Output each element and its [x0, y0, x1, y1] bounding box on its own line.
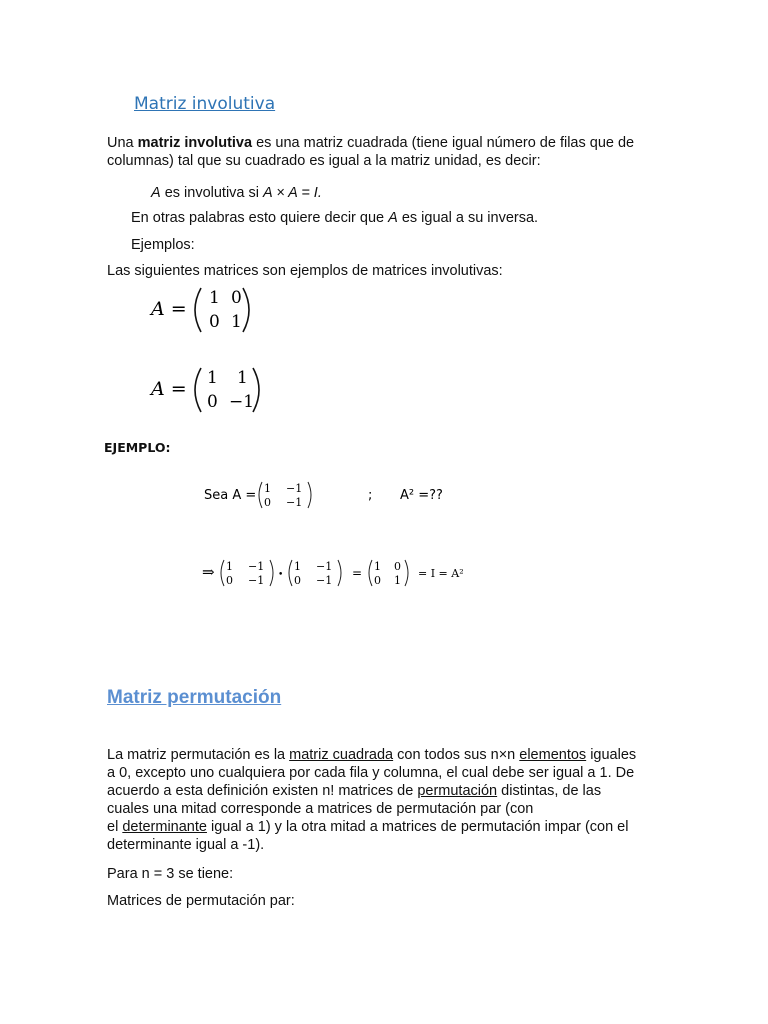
perm-l3-b: distintas, de las: [497, 783, 602, 799]
m1-cell: −1: [248, 560, 265, 573]
perm-line-6: determinante igual a -1).: [107, 837, 265, 853]
link-determinante[interactable]: determinante: [122, 819, 207, 835]
matrix2-cell: −1: [229, 392, 255, 412]
ejemplo-sea-line: [200, 474, 490, 516]
sea-cell: 0: [264, 496, 271, 509]
perm-l1-b: con todos sus n×n: [393, 747, 520, 763]
permutacion-paragraph: [107, 746, 727, 854]
m3-cell: 1: [374, 560, 381, 573]
matrix1-lhs: A =: [151, 298, 187, 320]
section-title-permutacion: Matriz permutación: [107, 687, 282, 708]
intro-line-2: columnas) tal que su cuadrado es igual a la matriz unidad, es decir:: [107, 153, 541, 169]
inverse-prefix: En otras palabras esto quiere decir que: [131, 210, 389, 226]
link-elementos[interactable]: elementos: [519, 747, 587, 763]
siguientes-line: Las siguientes matrices son ejemplos de matrices involutivas:: [107, 263, 503, 279]
matrix-2: [145, 362, 275, 418]
perm-line-2: a 0, excepto uno cualquiera por cada fila y columna, el cual debe ser igual a 1. De: [107, 765, 635, 781]
implies-symbol: ⇒: [202, 563, 215, 581]
matrix1-cell: 1: [231, 312, 242, 332]
sea-left-paren: [259, 482, 262, 508]
m1-cell: 1: [226, 560, 233, 573]
definition-line: [151, 184, 322, 202]
m2-cell: 0: [294, 574, 301, 587]
ejemplo-heading: EJEMPLO:: [104, 440, 171, 455]
m2-left-paren: [289, 560, 292, 586]
intro-line-1: [107, 134, 707, 152]
matrix2-cell: 0: [207, 392, 218, 412]
matrix-1: [145, 282, 265, 338]
semicolon: ;: [368, 488, 373, 503]
perm-l1-a: La matriz permutación es la: [107, 747, 290, 763]
intro-bold-term: matriz involutiva: [137, 135, 253, 151]
perm-line-4: cuales una mitad corresponde a matrices de permutación par (con: [107, 801, 534, 817]
m3-cell: 0: [394, 560, 401, 573]
matrix1-right-paren: [243, 288, 249, 332]
perm-line-1: [107, 746, 727, 764]
m1-right-paren: [270, 560, 273, 586]
dot-operator: •: [278, 570, 284, 580]
perm-l5-b: igual a 1) y la otra mitad a matrices de permutación impar (con el: [206, 819, 629, 835]
a-squared-question: A² =??: [400, 488, 443, 503]
intro-paragraph: [107, 134, 707, 170]
intro-line1-rest: es una matriz cuadrada (tiene igual número de filas que de: [252, 135, 635, 151]
m2-cell: −1: [316, 560, 333, 573]
m3-right-paren: [405, 560, 408, 586]
def-mid: es involutiva si: [160, 185, 264, 201]
inverse-line: [131, 209, 538, 227]
matrices-par-line: Matrices de permutación par:: [107, 893, 295, 909]
ejemplos-label: Ejemplos:: [131, 237, 195, 253]
matrix2-cell: 1: [237, 368, 248, 388]
def-expression: A × A = I.: [263, 185, 322, 201]
perm-l5-a: el: [107, 819, 123, 835]
perm-line-5: [107, 818, 727, 836]
inverse-suffix: es igual a su inversa.: [397, 210, 539, 226]
perm-l3-a: acuerdo a esta definición existen n! matrices de: [107, 783, 418, 799]
m3-cell: 0: [374, 574, 381, 587]
m1-cell: 0: [226, 574, 233, 587]
link-matriz-cuadrada[interactable]: matriz cuadrada: [289, 747, 394, 763]
ejemplo-product-line: [200, 552, 490, 594]
para-n-line: Para n = 3 se tiene:: [107, 866, 234, 882]
m3-cell: 1: [394, 574, 401, 587]
m1-left-paren: [221, 560, 224, 586]
matrix1-cell: 0: [209, 312, 220, 332]
def-var-a: A: [151, 185, 161, 201]
sea-cell: −1: [286, 496, 303, 509]
m2-cell: −1: [316, 574, 333, 587]
m2-right-paren: [338, 560, 341, 586]
matrix2-lhs: A =: [151, 378, 187, 400]
matrix2-cell: 1: [207, 368, 218, 388]
intro-prefix: Una: [107, 135, 138, 151]
matrix1-cell: 1: [209, 288, 220, 308]
matrix2-left-paren: [195, 368, 201, 412]
m1-cell: −1: [248, 574, 265, 587]
perm-l1-c: iguales: [586, 747, 637, 763]
sea-cell: −1: [286, 482, 303, 495]
sea-cell: 1: [264, 482, 271, 495]
sea-label: Sea A =: [204, 488, 257, 503]
link-permutacion[interactable]: permutación: [417, 783, 498, 799]
perm-line-3: [107, 782, 727, 800]
section-title-involutiva: Matriz involutiva: [134, 94, 276, 114]
equals-sign: =: [352, 566, 363, 580]
m3-left-paren: [369, 560, 372, 586]
identity-tail: = I = A²: [418, 567, 464, 580]
matrix1-cell: 0: [231, 288, 242, 308]
m2-cell: 1: [294, 560, 301, 573]
inverse-var-a: A: [388, 210, 398, 226]
matrix1-left-paren: [195, 288, 201, 332]
sea-right-paren: [308, 482, 311, 508]
